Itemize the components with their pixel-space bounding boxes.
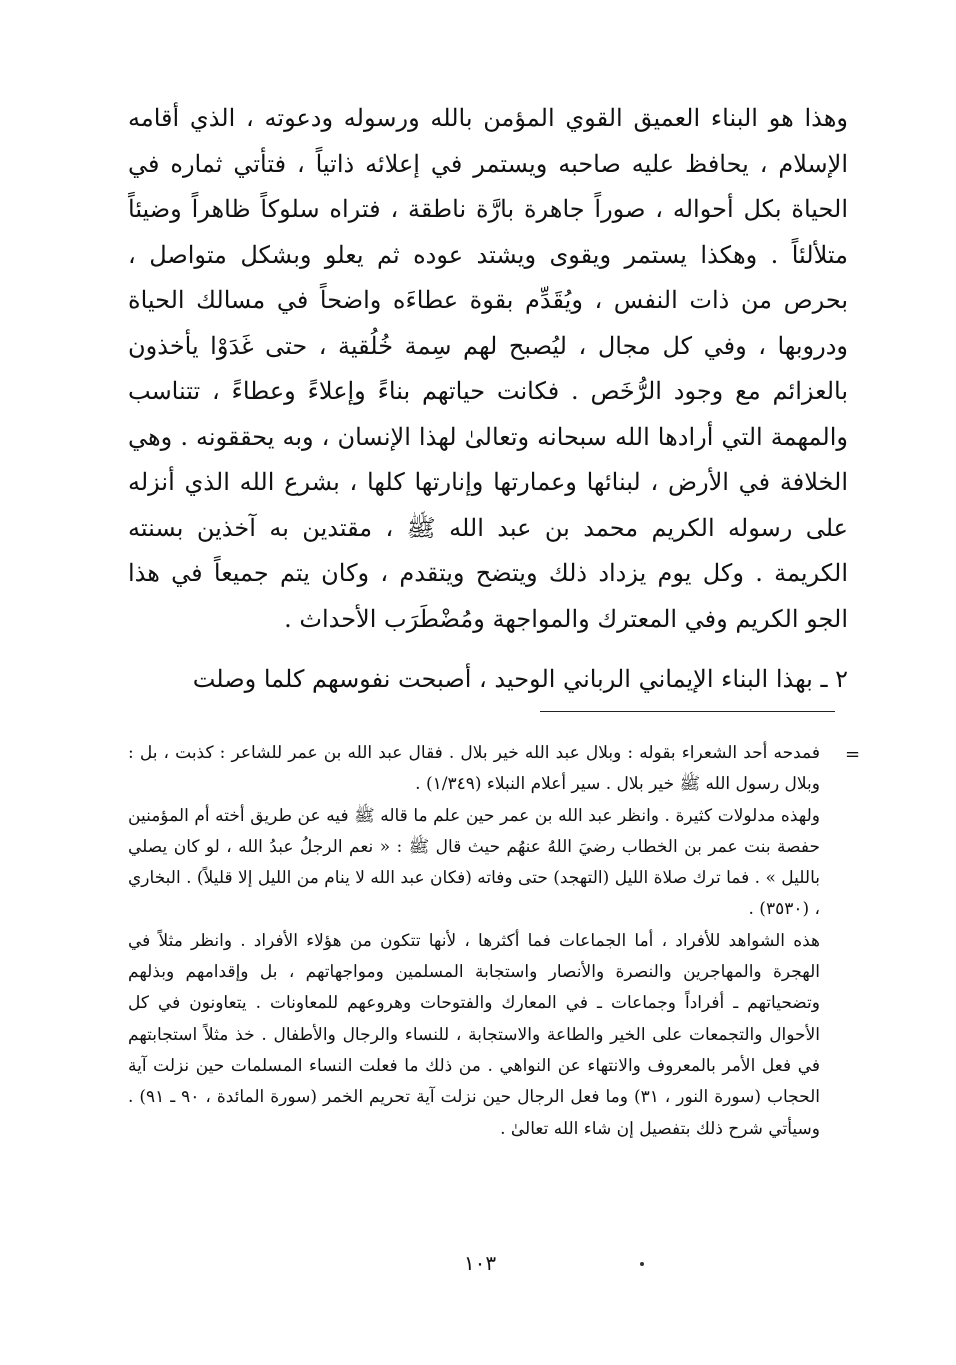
body-paragraph-1: وهذا هو البناء العميق القوي المؤمن بالله ورسوله ودعوته ، الذي أقامه الإسلام ، يحافظ عليه صاحبه ويستمر في إعلائه ذاتياً ، فتأتي ثماره في الحياة بكل أحواله ، صوراً جاهرة بارَّة ناطقة ، فتراه سلوكاً ظاهراً وضيئاً متلألئاً . وهكذا يستمر ويقوى ويشتد عوده ثم يعلو وبشكل متواصل ، بحرص من ذات النفس ، ويُقَدِّم بقوة عطاءَه واضحاً في مسالك الحياة ودروبها ، وفي كل مجال ، ليُصبح لهم سِمة خُلُقية ، حتى غَدَوْا يأخذون بالعزائم مع وجود الرُّخَص . فكانت حياتهم بناءً وإعلاءً وعطاءً ، تتناسب والمهمة التي أرادها الله سبحانه وتعالىٰ لهذا الإنسان ، وبه يحققونه . وهي الخلافة في الأرض ، لبنائها وعمارتها وإنارتها كلها ، بشرع الله الذي أنزله على رسوله الكريم محمد بن عبد الله ﷺ ، مقتدين به آخذين بسنته الكريمة . وكل يوم يزداد ذلك ويتضح ويتقدم ، وكان يتم جميعاً في هذا الجو الكريم وفي المعترك والمواجهة ومُضْطَرَب الأحداث .	[128, 104, 848, 633]
footnote-continuation-marker: =	[845, 744, 861, 765]
footnote-paragraph-3: هذه الشواهد للأفراد ، أما الجماعات فما أكثرها ، لأنها تتكون من هؤلاء الأفراد . وانظر مثلاً في الهجرة والمهاجرين والنصرة والأنصار واستجابة المسلمين ومواجهاتهم ، بل وإقدامهم وبذلهم وتضحياتهم ـ أفراداً وجماعات ـ في المعارك والفتوحات وهروعهم للمعاونات . يتعاونون في كل الأحوال والتجمعات على الخير والطاعة والاستجابة ، للنساء والرجال والأطفال . خذ مثلاً استجابتهم في فعل الأمر بالمعروف والانتهاء عن النواهي . من ذلك ما فعلت النساء المسلمات حين نزلت آية الحجاب (سورة النور ، ٣١) وما فعل الرجال حين نزلت آية تحريم الخمر (سورة المائدة ، ٩٠ ـ ٩١) . وسيأتي شرح ذلك بتفصيل إن شاء الله تعالىٰ .	[128, 930, 820, 1139]
footnote-paragraph-1: فمدحه أحد الشعراء بقوله : وبلال عبد الله خير بلال . فقال عبد الله بن عمر للشاعر : كذبت ، بل : وبلال رسول الله ﷺ خير بلال . سير أعلام النبلاء (١/٣٤٩) .	[128, 743, 820, 795]
footnote-paragraph-2: ولهذه مدلولات كثيرة . وانظر عبد الله بن عمر حين علم ما قاله ﷺ فيه عن طريق أخته أم المؤمنين حفصة بنت عمر بن الخطاب رضيَ اللهُ عنهُم حيث قال ﷺ : « نعم الرجلُ عبدُ الله ، لو كان يصلي بالليل » . فما ترك صلاة الليل (التهجد) حتى وفاته (فكان عبد الله لا ينام من الليل إلا قليلاً) . البخاري ، (٣٥٣٠) .	[128, 805, 820, 920]
main-text	[128, 96, 848, 703]
print-dot	[640, 1262, 644, 1266]
footnote-separator	[540, 711, 835, 712]
footnotes	[128, 738, 820, 1145]
body-paragraph-2: ٢ ـ بهذا البناء الإيماني الرباني الوحيد ، أصبحت نفوسهم كلما وصلت	[192, 665, 848, 693]
page-number: ١٠٣	[463, 1251, 497, 1275]
